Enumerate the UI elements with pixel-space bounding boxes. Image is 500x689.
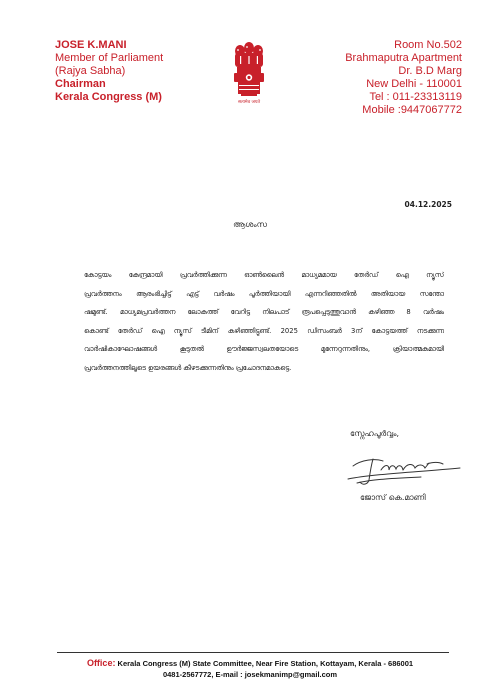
letter-body (84, 266, 444, 378)
sender-name: JOSE K.MANI (55, 39, 127, 51)
body-line: പ്രവർത്തനം ആരംഭിച്ചിട്ട് എട്ട് വർഷം പൂർത്തിയായി എന്നറിഞ്ഞതിൽ അതിയായ സന്തോ (84, 289, 444, 298)
footer-office-label: Office: (86, 658, 116, 668)
address-block (292, 39, 462, 117)
state-emblem-icon (224, 36, 274, 106)
footer-office-line (0, 658, 500, 669)
body-line: ഷമുണ്ട്. മാധ്യമപ്രവർത്തന ലോകത്ത് വേറിട്ട നിലപാട് രൂപപ്പെടുത്തുവാൻ കഴിഞ്ഞ 8 വർഷം (84, 308, 444, 317)
body-line: കൊണ്ട് തേർഡ് ഐ ന്യൂസ് ടീമിന് കഴിഞ്ഞിട്ടുണ്ട്. 2025 ഡിസംബർ 3ന് കോട്ടയത്ത് നടക്കുന്ന (84, 326, 444, 335)
sender-house: (Rajya Sabha) (55, 65, 126, 77)
letter-closing: സ്നേഹപൂർവ്വം, (350, 429, 400, 438)
address-building: Brahmaputra Apartment (345, 52, 462, 64)
footer (0, 658, 500, 680)
address-city: New Delhi - 110001 (366, 78, 462, 90)
address-mobile: Mobile :9447067772 (362, 104, 462, 116)
letter-heading: ആശംസ (233, 220, 267, 229)
address-room: Room No.502 (394, 39, 462, 51)
footer-divider (57, 652, 449, 653)
address-tel: Tel : 011-23313119 (369, 91, 462, 103)
body-line: കോട്ടയം കേന്ദ്രമായി പ്രവർത്തിക്കുന്ന ഓൺലൈൻ മാധ്യമമായ തേർഡ് ഐ ന്യൂസ് (84, 271, 444, 279)
body-line: വാർഷികാഘോഷങ്ങൾ കൂടുതൽ ഊർജ്ജസ്വലതയോടെ മുന്നേറുന്നതിനും, ക്രിയാത്മകമായി (84, 345, 444, 354)
address-street: Dr. B.D Marg (398, 65, 462, 77)
letter-date: 04.12.2025 (404, 200, 452, 209)
sender-title: Member of Parliament (55, 52, 164, 64)
signer-name: ജോസ് കെ.മാണി (360, 493, 426, 502)
sender-role: Chairman (55, 78, 106, 90)
signature-image (343, 446, 463, 488)
footer-contact: 0481-2567772, E-mail : josekmanimp@gmail.com (162, 670, 338, 679)
emblem-motto: सत्यमेव जयते (237, 100, 261, 105)
sender-block (55, 39, 225, 104)
body-line: പ്രവർത്തനത്തിലൂടെ ഉയരങ്ങൾ കീഴടക്കുന്നതിനും പ്രചോദനമാകട്ടെ. (84, 363, 292, 372)
sender-party: Kerala Congress (M) (55, 91, 162, 103)
footer-office-address: Kerala Congress (M) State Committee, Near Fire Station, Kottayam, Kerala - 686001 (117, 659, 414, 668)
